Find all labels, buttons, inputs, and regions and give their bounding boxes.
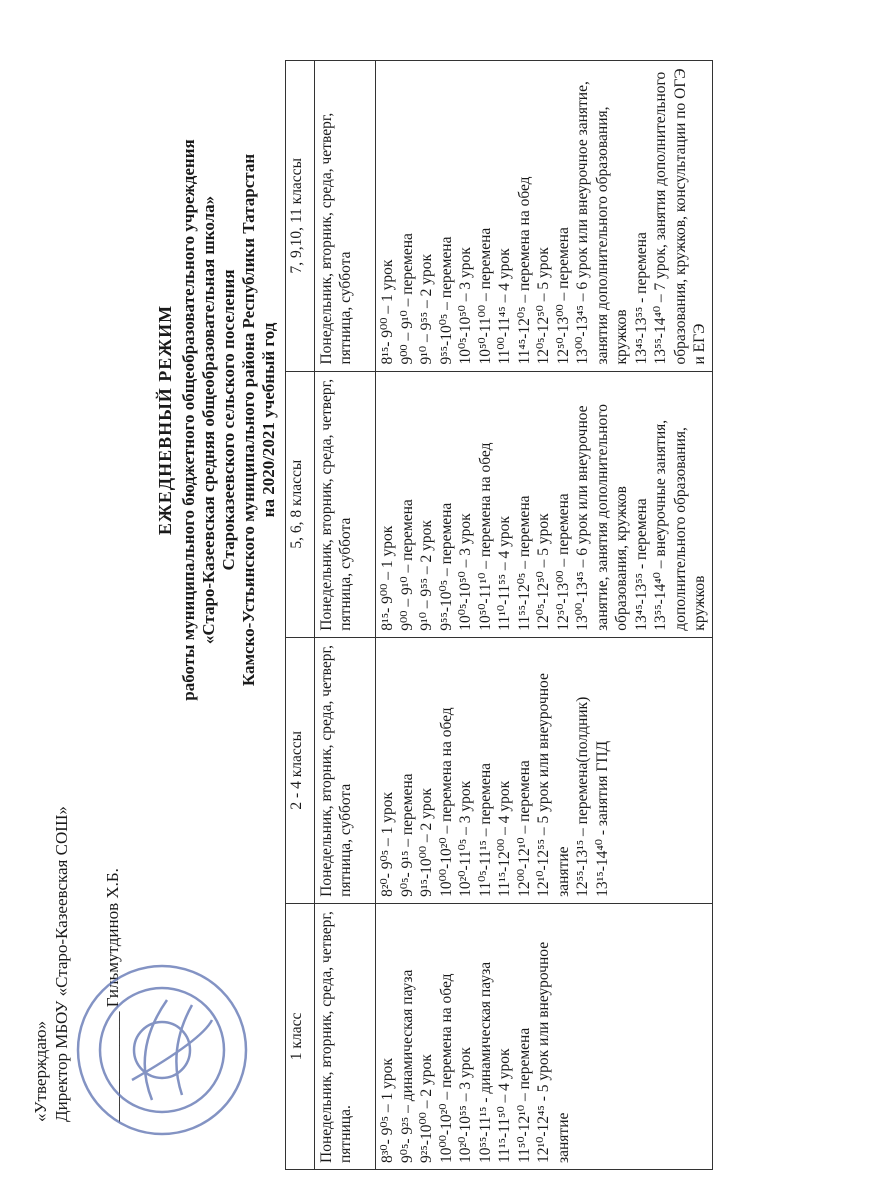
schedule-entry: 12¹⁰-12⁵⁵ – 5 урок или внеурочное занятие xyxy=(535,673,572,897)
title-main: ЕЖЕДНЕВНЫЙ РЕЖИМ xyxy=(155,304,175,536)
schedule-entry: 11⁰⁰-11⁴⁵ – 4 урок xyxy=(496,248,513,365)
schedule-entry: 13⁴⁵-13⁵⁵ - перемена xyxy=(632,232,650,365)
title-line-1: работы муниципального бюджетного общеобразовательного учреждения xyxy=(179,139,198,701)
column-header: 1 класс xyxy=(286,903,315,1169)
schedule-entry: 12⁵⁰-13⁰⁰ – перемена xyxy=(554,227,572,365)
schedule-cell-grades-2-4 xyxy=(376,637,713,903)
schedule-entry: 10⁰⁰-10²⁰ – перемена на обед xyxy=(437,973,455,1163)
schedule-entry: 12⁰⁵-12⁵⁰ – 5 урок xyxy=(535,513,552,631)
schedule-entry: 11⁵⁵-12⁰⁵ – перемена xyxy=(515,495,533,631)
days-cell: Понедельник, вторник, среда, четверг, пятница, суббота xyxy=(315,637,376,903)
schedule-entry: 12⁰⁰-12¹⁰ – перемена xyxy=(515,760,533,897)
schedule-entry: 9⁰⁰ – 9¹⁰ – перемена xyxy=(398,499,416,631)
schedule-entry: 13⁰⁰-13⁴⁵ – 6 урок или внеурочное занятие, занятия дополнительного образования, кружков xyxy=(574,404,630,631)
schedule-entry: 10²⁰-10⁵⁵ – 3 урок xyxy=(457,1047,474,1163)
schedule-cell-grades-5-6-8 xyxy=(376,371,713,637)
days-cell: Понедельник, вторник, среда, четверг, пятница, суббота xyxy=(315,61,376,372)
schedule-entry: 11¹⁵-11⁵⁰ – 4 урок xyxy=(496,1048,513,1163)
days-cell: Понедельник, вторник, среда, четверг, пятница. xyxy=(315,903,376,1169)
approval-line-1: «Утверждаю» xyxy=(31,1020,50,1122)
column-header: 2 - 4 классы xyxy=(286,637,315,903)
schedule-entry: 11⁴⁵-12⁰⁵ – перемена на обед xyxy=(515,176,533,365)
schedule-entry: 8¹⁵- 9⁰⁰ – 1 урок xyxy=(379,525,396,631)
approval-signature-line: _____________ Гильмутдинов Х.Б. xyxy=(103,868,122,1122)
column-header: 5, 6, 8 классы xyxy=(286,371,315,637)
round-seal-stamp xyxy=(72,960,252,1140)
schedule-entry: 9⁵⁵-10⁰⁵ – перемена xyxy=(437,502,455,631)
schedule-entry: 9¹⁰ – 9⁵⁵ – 2 урок xyxy=(418,253,435,365)
schedule-entry: 10⁵⁰-11¹⁰ – перемена на обед xyxy=(476,442,494,631)
schedule-entry: 9⁰⁰ – 9¹⁰ – перемена xyxy=(398,233,416,365)
schedule-entry: 11¹⁵-12⁰⁰ – 4 урок xyxy=(496,780,513,897)
schedule-entry: 13⁴⁵-13⁵⁵ - перемена xyxy=(632,498,650,631)
schedule-entry: 13⁵⁵-14⁴⁰ – 7 урок, занятия дополнительного образования, кружков, консультации по ОГЭ и ЕГЭ xyxy=(652,68,708,365)
days-row xyxy=(315,61,376,1170)
approval-line-2: Директор МБОУ «Старо-Казеевская СОШ» xyxy=(52,806,71,1122)
schedule-entry: 12⁵⁰-13⁰⁰ – перемена xyxy=(554,493,572,631)
schedule-entry: 11¹⁰-11⁵⁵ – 4 урок xyxy=(496,516,513,631)
title-line-2: «Старо-Казеевская средняя общеобразовательная школа» xyxy=(199,195,218,645)
schedule-entry: 9⁰⁵- 9²⁵ – динамическая пауза xyxy=(398,969,416,1163)
schedule-entry: 13¹⁵-14⁴⁰ - занятия ГПД xyxy=(593,740,611,897)
schedule-cell-grade-1 xyxy=(376,903,713,1169)
schedule-entry: 8¹⁵- 9⁰⁰ – 1 урок xyxy=(379,259,396,365)
schedule-entry: 9⁰⁵- 9¹⁵ – перемена xyxy=(398,773,416,897)
schedule-entry: 10⁵⁰-11⁰⁰ – перемена xyxy=(476,227,494,365)
schedule-entry: 11⁵⁰-12¹⁰ – перемена xyxy=(515,1027,533,1163)
schedule-cell-grades-7-9-10-11 xyxy=(376,61,713,372)
days-cell: Понедельник, вторник, среда, четверг, пятница, суббота xyxy=(315,371,376,637)
schedule-entry: 10⁰⁰-10²⁰ – перемена на обед xyxy=(437,707,455,897)
schedule-entry: 10⁰⁵-10⁵⁰ – 3 урок xyxy=(457,247,474,365)
schedule-entry: 10⁵⁵-11¹⁵ - динамическая пауза xyxy=(476,961,494,1163)
schedule-table xyxy=(285,60,713,1170)
header-row xyxy=(286,61,315,1170)
schedule-row xyxy=(376,61,713,1170)
schedule-entry: 10⁰⁵-10⁵⁰ – 3 урок xyxy=(457,513,474,631)
schedule-entry: 9¹⁵-10⁰⁰ – 2 урок xyxy=(418,788,435,897)
schedule-entry: 12⁰⁵-12⁵⁰ – 5 урок xyxy=(535,247,552,365)
schedule-entry: 13⁰⁰-13⁴⁵ – 6 урок или внеурочное занятие, занятия дополнительного образования, кружков xyxy=(574,81,630,365)
schedule-entry: 12⁵⁵-13¹⁵ – перемена(полдник) xyxy=(574,696,591,897)
schedule-entry: 12¹⁰-12⁴⁵ - 5 урок или внеурочное занятие xyxy=(535,941,572,1163)
schedule-entry: 9⁵⁵-10⁰⁵ – перемена xyxy=(437,236,455,365)
title-line-4: Камско-Устьинского муниципального района Республики Татарстан xyxy=(239,153,258,687)
document-title xyxy=(155,40,279,800)
title-line-3: Староказеевского сельского поселения xyxy=(219,269,238,571)
column-header: 7, 9,10, 11 классы xyxy=(286,61,315,372)
schedule-entry: 9²⁵-10⁰⁰ – 2 урок xyxy=(418,1054,435,1163)
schedule-entry: 13⁵⁵-14⁴⁰ – внеурочные занятия, дополнительного образования, кружков xyxy=(652,419,708,631)
schedule-entry: 8²⁰- 9⁰⁵ – 1 урок xyxy=(379,791,396,897)
schedule-entry: 8³⁰- 9⁰⁵ – 1 урок xyxy=(379,1058,396,1163)
schedule-entry: 11⁰⁵-11¹⁵ – перемена xyxy=(476,762,494,897)
schedule-entry: 10²⁰-11⁰⁵ – 3 урок xyxy=(457,780,474,897)
title-line-5: на 2020/2021 учебный год xyxy=(259,322,278,518)
schedule-entry: 9¹⁰ – 9⁵⁵ – 2 урок xyxy=(418,520,435,631)
